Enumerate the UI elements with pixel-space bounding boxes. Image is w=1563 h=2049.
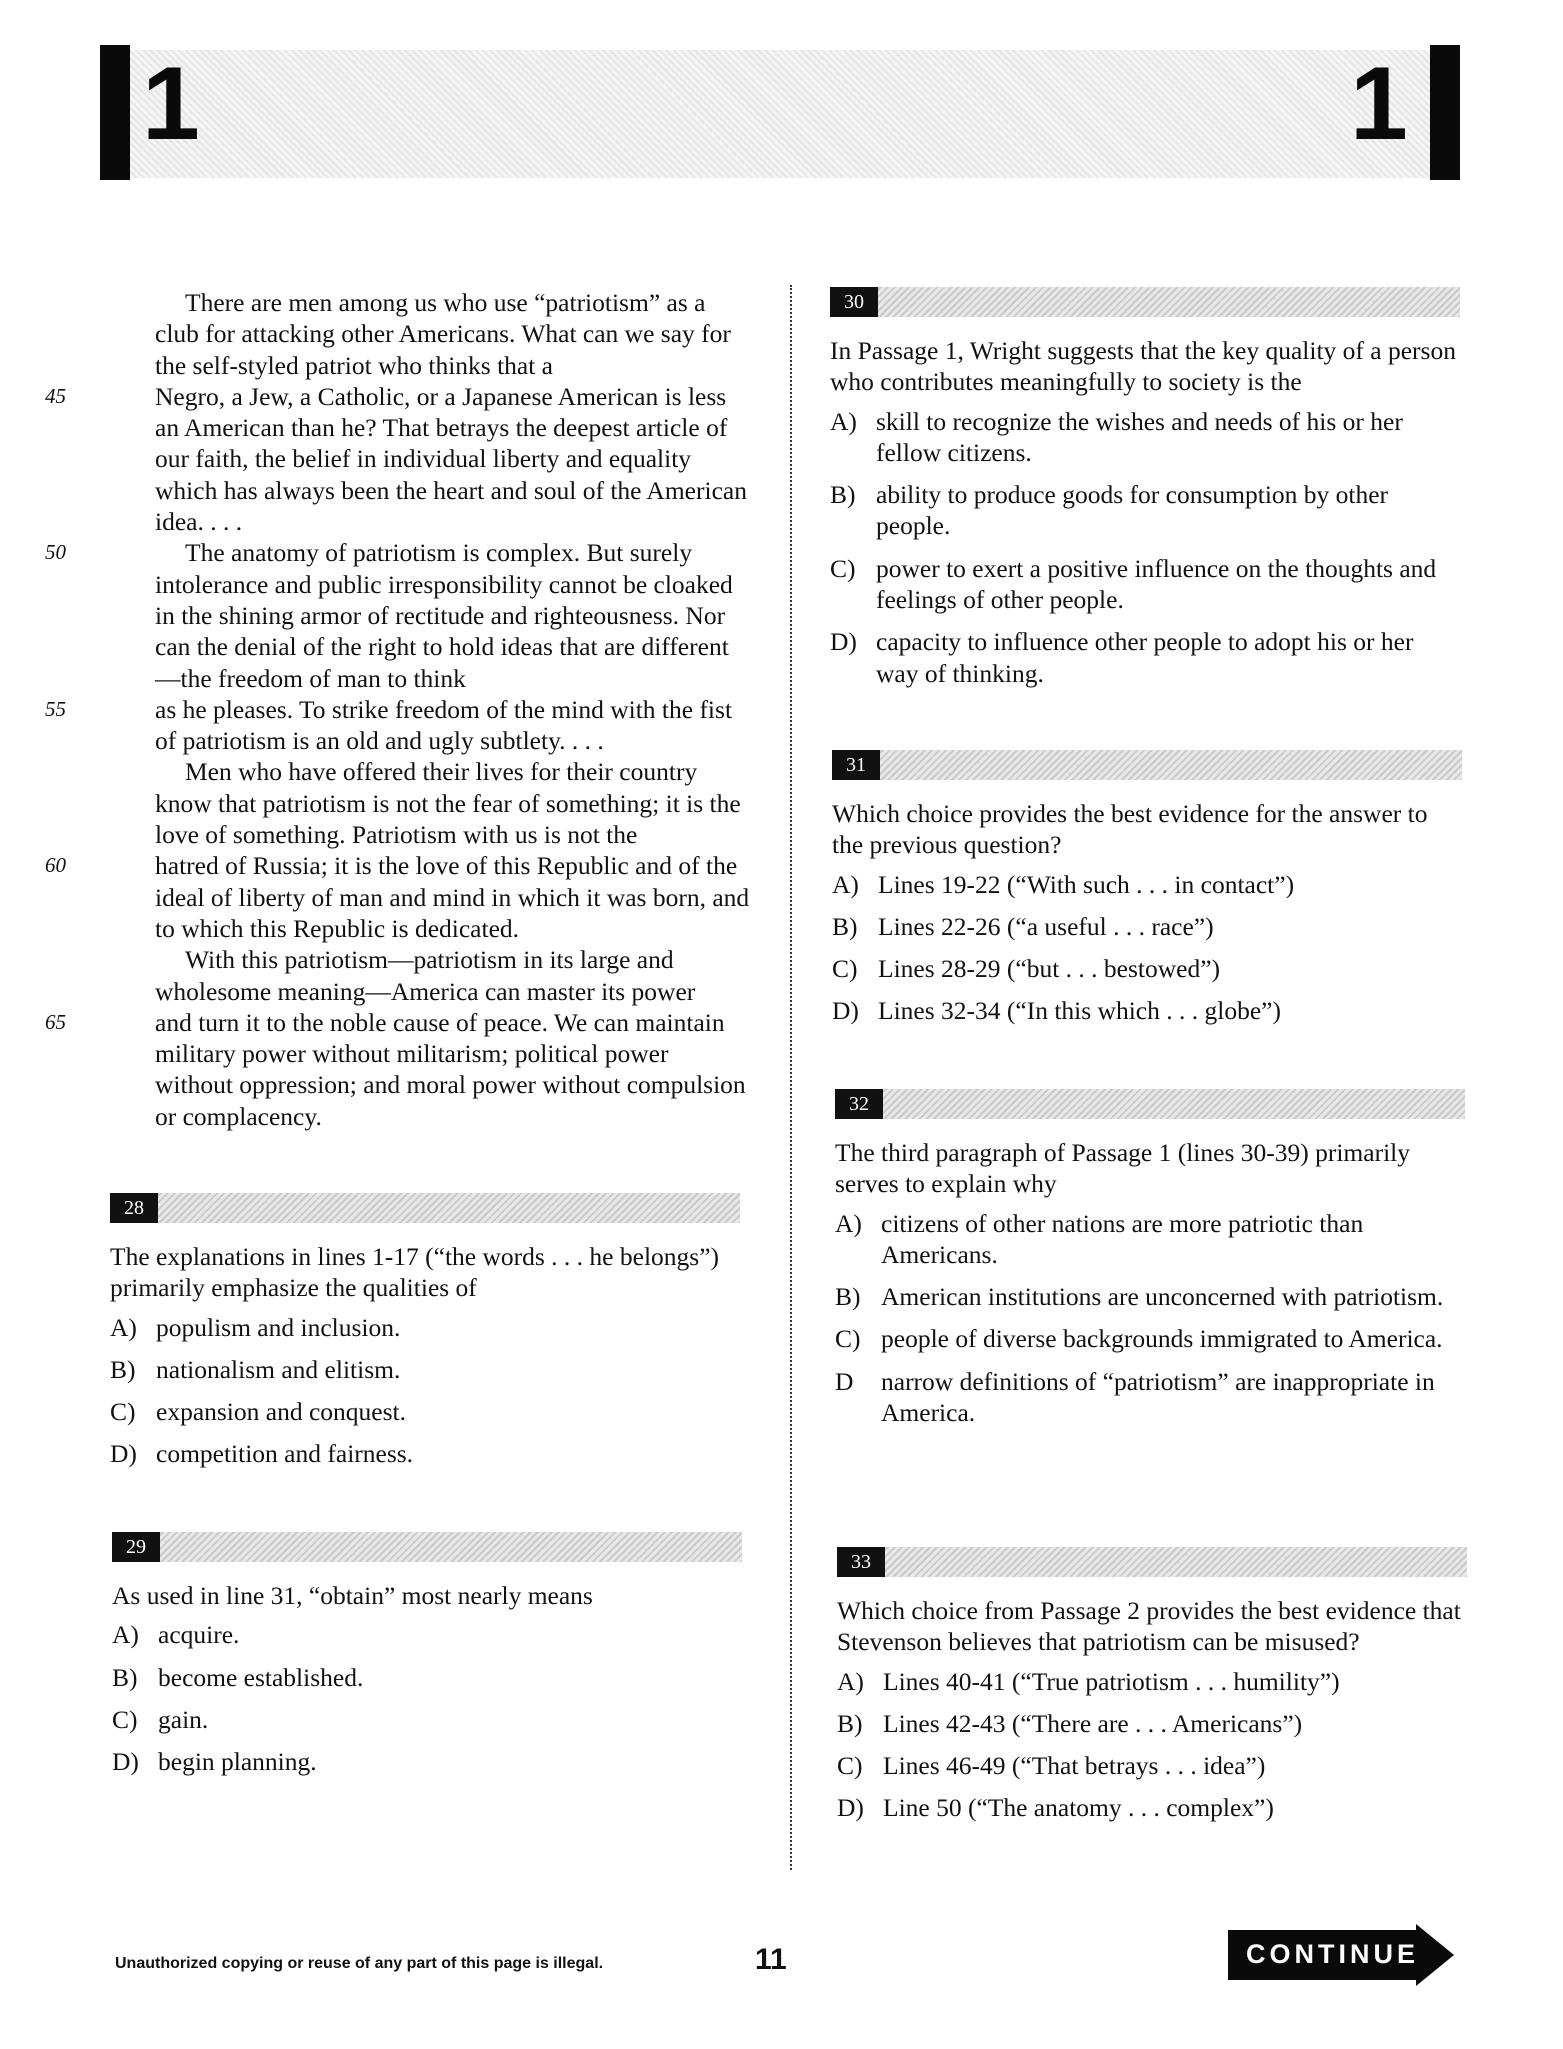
question-32 — [835, 1089, 1465, 1439]
question-stem: Which choice from Passage 2 provides the best evidence that Stevenson believes that patriotism can be misused? — [837, 1596, 1461, 1657]
answer-option[interactable]: D) begin planning. — [112, 1747, 317, 1777]
answer-option[interactable]: D narrow definitions of “patriotism” are inappropriate in America. — [835, 1366, 1435, 1428]
section-number-right: 1 — [1350, 46, 1408, 162]
arrow-right-icon — [1416, 1924, 1454, 1986]
question-stem: In Passage 1, Wright suggests that the key quality of a person who contributes meaningfully to society is the — [830, 336, 1456, 397]
question-28 — [110, 1193, 740, 1481]
question-number: 33 — [837, 1547, 885, 1577]
question-29 — [112, 1532, 742, 1788]
answer-option[interactable]: A) acquire. — [112, 1620, 240, 1650]
answer-option[interactable]: D) competition and fairness. — [110, 1439, 414, 1469]
answer-option[interactable]: D) Lines 32-34 (“In this which . . . globe”) — [832, 996, 1281, 1026]
answer-option[interactable]: B) become established. — [112, 1662, 364, 1692]
passage-paragraph: 65 and turn it to the noble cause of peace. We can maintain military power without militarism; political power without oppression; and moral power without compulsion or complacency. — [45, 1007, 746, 1131]
section-header-band — [100, 46, 1460, 178]
answer-option[interactable]: C) power to exert a positive influence on the thoughts and feelings of other people. — [830, 553, 1437, 615]
question-bar — [832, 750, 1462, 780]
line-number: 55 — [45, 696, 66, 721]
passage-paragraph: 60 hatred of Russia; it is the love of this Republic and of the ideal of liberty of man and mind in which it was born, and to which this Republic is dedicated. — [45, 851, 750, 943]
line-number: 50 — [45, 540, 66, 565]
passage-paragraph: There are men among us who use “patriotism” as a club for attacking other Americans. What can we say for the self-styled patriot who thinks that a — [155, 288, 731, 380]
question-stem: The explanations in lines 1-17 (“the words . . . he belongs”) primarily emphasize the qualities of — [110, 1242, 720, 1303]
answer-option[interactable]: A) Lines 19-22 (“With such . . . in contact”) — [832, 869, 1295, 899]
answer-option[interactable]: C) people of diverse backgrounds immigrated to America. — [835, 1324, 1443, 1354]
question-stem: As used in line 31, “obtain” most nearly means — [112, 1581, 593, 1610]
answer-option[interactable]: A) citizens of other nations are more patriotic than Americans. — [835, 1208, 1364, 1269]
passage-paragraph: Men who have offered their lives for their country know that patriotism is not the fear of something; it is the love of something. Patriotism with us is not the — [155, 757, 741, 850]
answer-option[interactable]: C) expansion and conquest. — [110, 1397, 406, 1427]
question-stem: Which choice provides the best evidence for the answer to the previous question? — [832, 799, 1428, 860]
question-bar — [112, 1532, 742, 1562]
answer-option[interactable]: D) Line 50 (“The anatomy . . . complex”) — [837, 1793, 1274, 1823]
question-33 — [837, 1547, 1467, 1835]
line-number: 45 — [45, 383, 66, 408]
question-number: 32 — [835, 1089, 883, 1119]
left-column — [45, 287, 750, 1777]
question-30 — [830, 287, 1460, 700]
question-bar — [835, 1089, 1465, 1119]
continue-label: CONTINUE — [1246, 1939, 1419, 1969]
passage-paragraph: With this patriotism—patriotism in its large and wholesome meaning—America can master its power — [155, 945, 696, 1006]
answer-option[interactable]: B) ability to produce goods for consumption by other people. — [830, 480, 1389, 541]
answer-option[interactable]: B) nationalism and elitism. — [110, 1354, 401, 1384]
question-number: 29 — [112, 1532, 160, 1562]
answer-option[interactable]: D) capacity to influence other people to adopt his or her way of thinking. — [830, 627, 1414, 688]
passage-paragraph: 55 as he pleases. To strike freedom of the mind with the fist of patriotism is an old and ugly subtlety. . . . — [45, 694, 733, 756]
question-31 — [832, 750, 1462, 1038]
passage-paragraph: 50 The anatomy of patriotism is complex. But surely intolerance and public irresponsibility cannot be cloaked in the shining armor of rectitude and righteousness. Nor can the denial of the right to hold ideas that are different—the freedom of man to think — [45, 538, 733, 693]
section-tab-right — [1430, 45, 1460, 180]
question-number: 30 — [830, 287, 878, 317]
answer-option[interactable]: C) gain. — [112, 1704, 209, 1734]
question-number: 31 — [832, 750, 880, 780]
question-bar — [830, 287, 1460, 317]
answer-option[interactable]: C) Lines 28-29 (“but . . . bestowed”) — [832, 954, 1221, 984]
section-tab-left — [100, 45, 130, 180]
passage-paragraph: 45 Negro, a Jew, a Catholic, or a Japanese American is less an American than he? That betrays the deepest article of our faith, the belief in individual liberty and equality which has always been the heart and soul of the American idea. . . . — [45, 381, 747, 537]
question-bar — [837, 1547, 1467, 1577]
answer-option[interactable]: A) skill to recognize the wishes and needs of his or her fellow citizens. — [830, 406, 1403, 467]
answer-option[interactable]: B) Lines 22-26 (“a useful . . . race”) — [832, 911, 1214, 941]
copyright-notice: Unauthorized copying or reuse of any part of this page is illegal. — [115, 1955, 604, 1972]
line-number: 65 — [45, 1009, 66, 1034]
line-number: 60 — [45, 853, 66, 878]
answer-option[interactable]: B) Lines 42-43 (“There are . . . Americans”) — [837, 1708, 1303, 1738]
passage — [45, 287, 750, 1132]
question-number: 28 — [110, 1193, 158, 1223]
answer-option[interactable]: A) populism and inclusion. — [110, 1312, 401, 1342]
page-number: 11 — [755, 1943, 787, 1976]
column-divider — [790, 285, 792, 1870]
answer-option[interactable]: B) American institutions are unconcerned with patriotism. — [835, 1282, 1444, 1312]
section-number-left: 1 — [142, 46, 200, 162]
answer-option[interactable]: A) Lines 40-41 (“True patriotism . . . humility”) — [837, 1666, 1340, 1696]
continue-arrow-button[interactable] — [1228, 1930, 1458, 1980]
question-stem: The third paragraph of Passage 1 (lines 30-39) primarily serves to explain why — [835, 1138, 1410, 1199]
question-bar — [110, 1193, 740, 1223]
answer-option[interactable]: C) Lines 46-49 (“That betrays . . . idea”) — [837, 1751, 1266, 1781]
